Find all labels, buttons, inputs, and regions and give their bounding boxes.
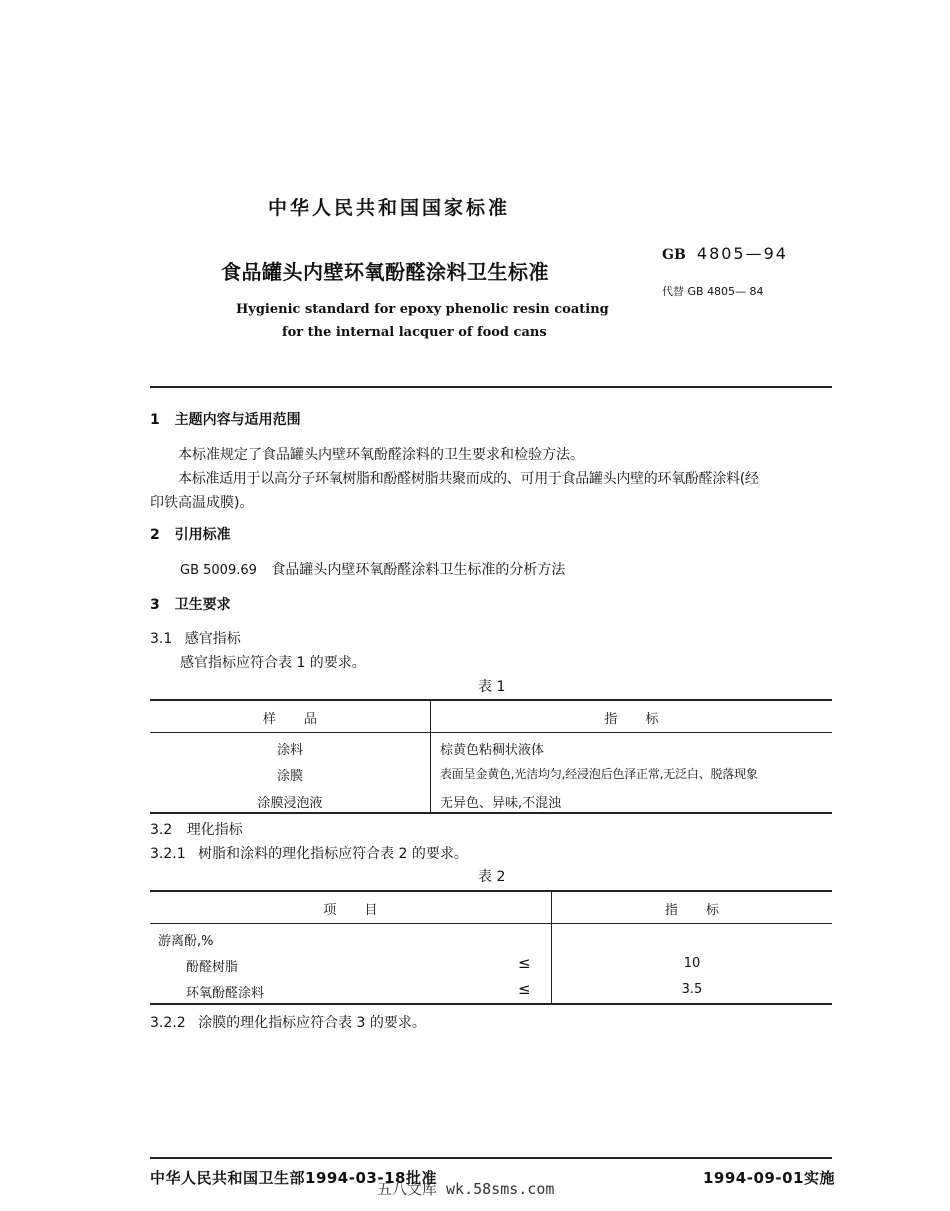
section-1-heading <box>150 409 301 429</box>
table-2-group-label: 游离酚,% <box>158 934 214 949</box>
section-3-2-2 <box>150 1012 426 1032</box>
table-row: 棕黄色粘稠状液体 <box>440 743 545 758</box>
section-1-paragraph-2-line-1: 本标准适用于以高分子环氧树脂和酚醛树脂共聚而成的、可用于食品罐头内壁的环氧酚醛涂料(经 <box>178 471 759 487</box>
table-2-header-item: 项 目 <box>323 903 378 918</box>
section-3-2-2-text: 涂膜的理化指标应符合表 3 的要求。 <box>198 1015 426 1031</box>
section-3-2-heading <box>150 819 243 839</box>
table-1-top-rule <box>150 699 832 701</box>
section-3-2-title: 理化指标 <box>186 822 243 838</box>
gb-code <box>662 244 788 263</box>
section-3-2-2-number: 3.2.2 <box>150 1015 186 1031</box>
section-3-2-1 <box>150 843 468 863</box>
section-3-1-heading <box>150 628 241 648</box>
section-1-paragraph-1: 本标准规定了食品罐头内壁环氧酚醛涂料的卫生要求和检验方法。 <box>178 447 584 463</box>
section-1-number: 1 <box>150 412 160 428</box>
table-2-bottom-rule <box>150 1003 832 1005</box>
table-1-bottom-rule <box>150 812 832 814</box>
footer-rule <box>150 1157 832 1159</box>
section-3-1-title: 感官指标 <box>184 631 241 647</box>
section-2-number: 2 <box>150 527 160 543</box>
table-row: 3.5 <box>681 982 703 997</box>
header-rule <box>150 386 832 388</box>
table-row: 酚醛树脂 <box>186 960 239 975</box>
table-row: 涂膜浸泡液 <box>257 796 323 811</box>
table-row: 10 <box>683 956 701 971</box>
table-2-caption: 表 2 <box>478 869 506 885</box>
section-3-title: 卫生要求 <box>174 597 231 613</box>
approval-note: 中华人民共和国卫生部1994-03-18批准 <box>150 1169 437 1187</box>
table-1-header-rule <box>150 732 832 733</box>
english-title-line-2: for the internal lacquer of food cans <box>282 325 547 340</box>
table-row: ≤ <box>518 954 531 972</box>
section-3-2-number: 3.2 <box>150 822 173 838</box>
english-title-line-1: Hygienic standard for epoxy phenolic resin coating <box>236 302 609 317</box>
section-3-2-1-text: 树脂和涂料的理化指标应符合表 2 的要求。 <box>198 846 468 862</box>
table-row: 环氧酚醛涂料 <box>186 986 265 1001</box>
section-1-paragraph-2-line-2: 印铁高温成膜)。 <box>150 495 254 511</box>
section-3-heading <box>150 594 231 614</box>
table-2-top-rule <box>150 890 832 892</box>
national-standard-heading: 中华人民共和国国家标准 <box>268 197 511 219</box>
reference-code: GB 5009.69 <box>180 563 257 578</box>
gb-number: 4805—94 <box>696 244 788 263</box>
table-row: 涂膜 <box>276 769 303 784</box>
watermark: 五八文库 wk.58sms.com <box>377 1180 555 1198</box>
replaces-note: 代替 GB 4805— 84 <box>662 285 764 298</box>
table-1-header-sample: 样 品 <box>262 712 318 727</box>
table-row: 表面呈金黄色,光洁均匀,经浸泡后色泽正常,无泛白、脱落现象 <box>440 767 758 781</box>
reference-standard <box>180 559 565 579</box>
reference-title: 食品罐头内壁环氧酚醛涂料卫生标准的分析方法 <box>271 562 566 578</box>
table-2-header-indicator: 指 标 <box>664 903 720 918</box>
section-3-number: 3 <box>150 597 160 613</box>
table-row: 涂料 <box>276 743 303 758</box>
table-row: 无异色、异味,不混浊 <box>440 796 562 811</box>
implementation-date: 1994-09-01实施 <box>703 1169 835 1187</box>
section-3-1-text: 感官指标应符合表 1 的要求。 <box>180 655 366 671</box>
table-2-header-rule <box>150 923 832 924</box>
gb-prefix: GB <box>662 247 686 263</box>
section-3-1-number: 3.1 <box>150 631 173 647</box>
table-1-caption: 表 1 <box>478 679 506 695</box>
document-title: 食品罐头内壁环氧酚醛涂料卫生标准 <box>221 260 549 284</box>
section-2-heading <box>150 524 231 544</box>
section-1-title: 主题内容与适用范围 <box>174 412 301 428</box>
table-1-header-indicator: 指 标 <box>604 712 659 727</box>
section-2-title: 引用标准 <box>174 527 231 543</box>
table-row: ≤ <box>518 980 531 998</box>
section-3-2-1-number: 3.2.1 <box>150 846 186 862</box>
